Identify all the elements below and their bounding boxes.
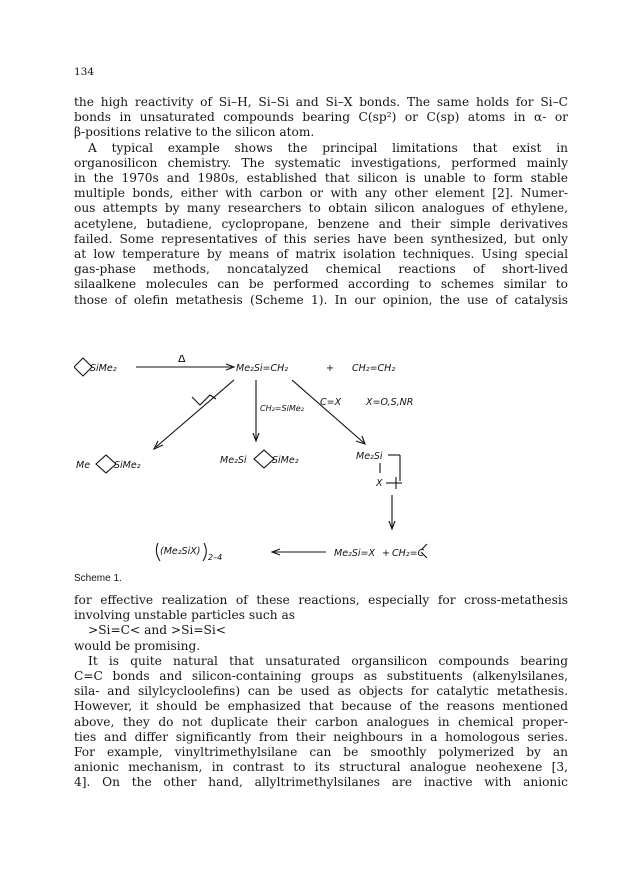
text-line: failed. Some representatives of this series have been synthesized, but only [74, 231, 568, 246]
scheme-label: CH₂=C [392, 548, 425, 559]
scheme-label: CH₂=CH₂ [352, 363, 396, 374]
text-line: bonds in unsaturated compounds bearing C(sp²) or C(sp) atoms in α- or [74, 110, 568, 125]
text-line: silaalkene molecules can be performed according to schemes similar to [74, 277, 568, 292]
scheme-label: CH₂=SiMe₂ [260, 404, 304, 413]
text-line: ous attempts by many researchers to obtain silicon analogues of ethylene, [74, 201, 568, 216]
scheme-label: Me₂Si [220, 455, 247, 466]
text-line: However, it should be emphasized that because of the reasons mentioned [74, 699, 568, 714]
reaction-scheme [74, 355, 568, 565]
text-line: ties and differ significantly from their neighbours in a homologous series. [74, 729, 568, 744]
text-line: for effective realization of these reactions, especially for cross-metathesis [74, 593, 568, 607]
text-line: organosilicon chemistry. The systematic investigations, performed mainly [74, 155, 568, 170]
scheme-label: + [326, 363, 334, 374]
page-number: 134 [74, 66, 95, 78]
scheme-label: + [382, 548, 390, 559]
cyclobutane-ring-icon [254, 450, 274, 468]
text-line: sila- and silylcycloolefins) can be used as objects for catalytic metathesis. [74, 684, 568, 699]
text-line: 4]. On the other hand, allyltrimethylsilanes are inactive with anionic [74, 775, 568, 790]
text-line: A typical example shows the principal limitations that exist in [88, 140, 568, 155]
text-line: those of olefin metathesis (Scheme 1). In our opinion, the use of catalysis [74, 292, 568, 307]
scheme-label: Me₂Si [356, 451, 383, 462]
scheme-label: SiMe₂ [272, 455, 299, 466]
scheme-caption: Scheme 1. [74, 573, 122, 584]
body-text-top [74, 95, 568, 308]
text-line: at low temperature by means of matrix isolation techniques. Using special [74, 247, 568, 262]
scheme-label: SiMe₂ [114, 460, 141, 471]
scheme-label: X=O,S,NR [366, 397, 414, 408]
scheme-label: X [376, 478, 383, 489]
text-line: in the 1970s and 1980s, established that silicon is unable to form stable [74, 171, 568, 186]
scheme-label: SiMe₂ [90, 363, 117, 374]
text-line: gas-phase methods, noncatalyzed chemical reactions of short-lived [74, 262, 568, 277]
scheme-label: 2–4 [208, 553, 223, 562]
text-line: β-positions relative to the silicon atom. [74, 125, 315, 140]
cyclobutane-ring-icon [96, 455, 116, 473]
text-line: anionic mechanism, in contrast to its structural analogue neohexene [3, [74, 760, 568, 775]
text-line: multiple bonds, either with carbon or with any other element [2]. Numer- [74, 186, 568, 201]
formula: >Si=C< and >Si=Si< [88, 623, 227, 638]
text-line: above, they do not duplicate their carbon analogues in chemical proper- [74, 714, 568, 729]
scheme-label: Me₂Si=X [334, 548, 375, 559]
scheme-label: C=X [320, 397, 342, 408]
scheme-label: (Me₂SiX) [160, 546, 201, 557]
scheme-label: Me₂Si=CH₂ [236, 363, 289, 374]
text-line: involving unstable particles such as [74, 608, 296, 623]
text-line: For example, vinyltrimethylsilane can be smoothly polymerized by an [74, 745, 568, 760]
text-line: It is quite natural that unsaturated organsilicon compounds bearing [88, 653, 568, 668]
text-line: acetylene, butadiene, cyclopropane, benzene and their simple derivatives [74, 216, 568, 231]
text-line: C=C bonds and silicon-containing groups as substituents (alkenylsilanes, [74, 669, 568, 684]
text-line: would be promising. [74, 638, 201, 653]
text-line: the high reactivity of Si–H, Si–Si and Si–X bonds. The same holds for Si–C [74, 95, 568, 109]
body-text-bottom [74, 593, 568, 791]
scheme-label: Me [76, 460, 91, 471]
scheme-drawing [74, 355, 568, 565]
scheme-label: Δ [178, 355, 186, 365]
